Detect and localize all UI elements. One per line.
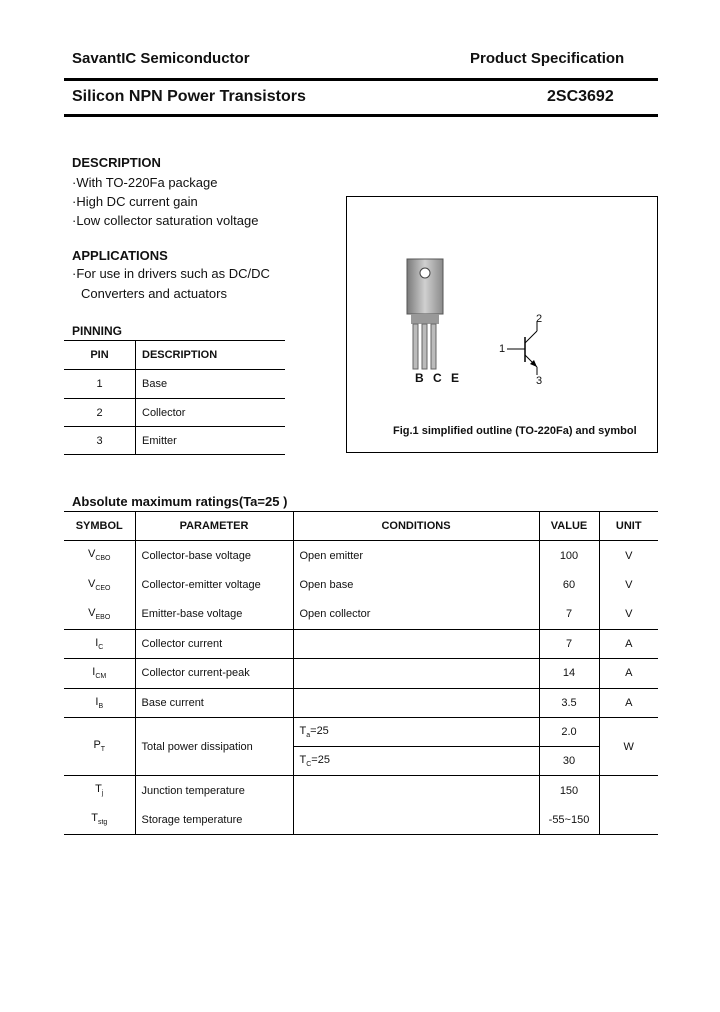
applications-title: APPLICATIONS xyxy=(72,248,168,263)
table-row xyxy=(64,427,285,455)
condition-cell xyxy=(293,805,539,835)
header-rule-bottom xyxy=(64,114,658,117)
description-title: DESCRIPTION xyxy=(72,155,161,170)
description-list xyxy=(72,173,258,230)
symbol-pin-3: 3 xyxy=(536,375,543,387)
value-cell: 60 xyxy=(539,570,599,600)
parameter-cell: Collector-base voltage xyxy=(135,541,293,571)
package-figure xyxy=(346,196,658,453)
pin-number: 3 xyxy=(64,427,136,455)
condition-cell: Open base xyxy=(293,570,539,600)
package-outline-drawing xyxy=(347,197,657,452)
table-row xyxy=(64,399,285,427)
ratings-header-row xyxy=(64,512,658,541)
part-number: 2SC3692 xyxy=(547,88,614,105)
unit-cell: A xyxy=(625,637,633,650)
pinning-header-desc: DESCRIPTION xyxy=(142,349,218,361)
parameter-cell: Emitter-base voltage xyxy=(135,600,293,630)
pin-number: 2 xyxy=(64,399,136,427)
pin-description: Emitter xyxy=(142,434,177,447)
value-cell: 30 xyxy=(539,747,599,776)
condition-cell: Open collector xyxy=(293,600,539,630)
condition-cell xyxy=(293,629,539,659)
parameter-cell: Storage temperature xyxy=(135,805,293,835)
pinning-title: PINNING xyxy=(72,324,123,338)
unit-cell: A xyxy=(625,667,633,680)
table-row xyxy=(64,370,285,399)
table-row xyxy=(64,776,658,806)
unit-cell: V xyxy=(625,578,633,591)
product-line: Silicon NPN Power Transistors xyxy=(72,88,306,105)
value-cell: 7 xyxy=(539,600,599,630)
parameter-cell: Collector current-peak xyxy=(135,659,293,689)
company-name: SavantIC Semiconductor xyxy=(72,50,250,67)
condition-cell: Open emitter xyxy=(293,541,539,571)
unit-cell: V xyxy=(625,549,633,562)
condition-cell xyxy=(293,659,539,689)
condition-cell xyxy=(293,688,539,718)
package-pin-labels: B C E xyxy=(415,371,463,385)
pinning-header-pin: PIN xyxy=(64,341,136,370)
value-cell: 7 xyxy=(539,629,599,659)
description-item: ·With TO-220Fa package xyxy=(72,175,218,190)
applications-line1: ·For use in drivers such as DC/DC xyxy=(72,266,270,281)
ratings-table xyxy=(64,511,658,835)
pin-description: Collector xyxy=(142,406,186,419)
pinning-table xyxy=(64,340,285,455)
value-cell: 150 xyxy=(539,776,599,806)
table-row xyxy=(64,629,658,659)
symbol-cell: $I_B$ xyxy=(64,688,135,718)
condition-cell: $T_a=25$ xyxy=(293,718,539,747)
condition-cell: $T_C=25$ xyxy=(293,747,539,776)
symbol-cell: $P_T$ xyxy=(64,718,135,776)
symbol-cell: $I_{CM}$ xyxy=(64,659,135,689)
table-row xyxy=(64,541,658,571)
header-value: VALUE xyxy=(539,512,599,541)
value-cell: 3.5 xyxy=(539,688,599,718)
header-conditions: CONDITIONS xyxy=(293,512,539,541)
value-cell: 2.0 xyxy=(539,718,599,747)
unit-cell xyxy=(599,805,658,835)
header-rule-top xyxy=(64,78,658,81)
symbol-cell: $T_j$ xyxy=(64,776,135,806)
table-row xyxy=(64,718,658,747)
symbol-pin-2: 2 xyxy=(536,313,543,325)
header-unit: UNIT xyxy=(615,520,642,532)
header-symbol: SYMBOL xyxy=(64,512,135,541)
header-parameter: PARAMETER xyxy=(135,512,293,541)
parameter-cell: Junction temperature xyxy=(135,776,293,806)
table-row xyxy=(64,805,658,835)
unit-cell: A xyxy=(625,696,633,709)
applications-line2: Converters and actuators xyxy=(81,286,227,301)
pin-number: 1 xyxy=(64,370,136,399)
value-cell: 100 xyxy=(539,541,599,571)
doc-type: Product Specification xyxy=(470,50,625,67)
figure-caption: Fig.1 simplified outline (TO-220Fa) and symbol xyxy=(393,425,637,437)
description-item: ·Low collector saturation voltage xyxy=(72,213,259,228)
symbol-pin-1: 1 xyxy=(499,343,506,355)
unit-cell: W xyxy=(599,718,658,776)
table-row xyxy=(64,659,658,689)
symbol-cell: $V_{EBO}$ xyxy=(64,600,135,630)
parameter-cell: Collector-emitter voltage xyxy=(135,570,293,600)
symbol-cell: $V_{CBO}$ xyxy=(64,541,135,571)
description-item: ·High DC current gain xyxy=(72,194,198,209)
symbol-cell: $T_{stg}$ xyxy=(64,805,135,835)
symbol-cell: $I_C$ xyxy=(64,629,135,659)
table-row xyxy=(64,570,658,600)
parameter-cell: Total power dissipation xyxy=(135,718,293,776)
symbol-cell: $V_{CEO}$ xyxy=(64,570,135,600)
value-cell: 14 xyxy=(539,659,599,689)
condition-cell xyxy=(293,776,539,806)
parameter-cell: Collector current xyxy=(135,629,293,659)
value-cell: -55~150 xyxy=(539,805,599,835)
table-row xyxy=(64,688,658,718)
parameter-cell: Base current xyxy=(135,688,293,718)
unit-cell xyxy=(599,776,658,806)
unit-cell: V xyxy=(625,608,633,620)
table-row xyxy=(64,600,658,630)
ratings-title: Absolute maximum ratings(Ta=25 ) xyxy=(72,494,288,509)
pin-description: Base xyxy=(142,378,168,390)
